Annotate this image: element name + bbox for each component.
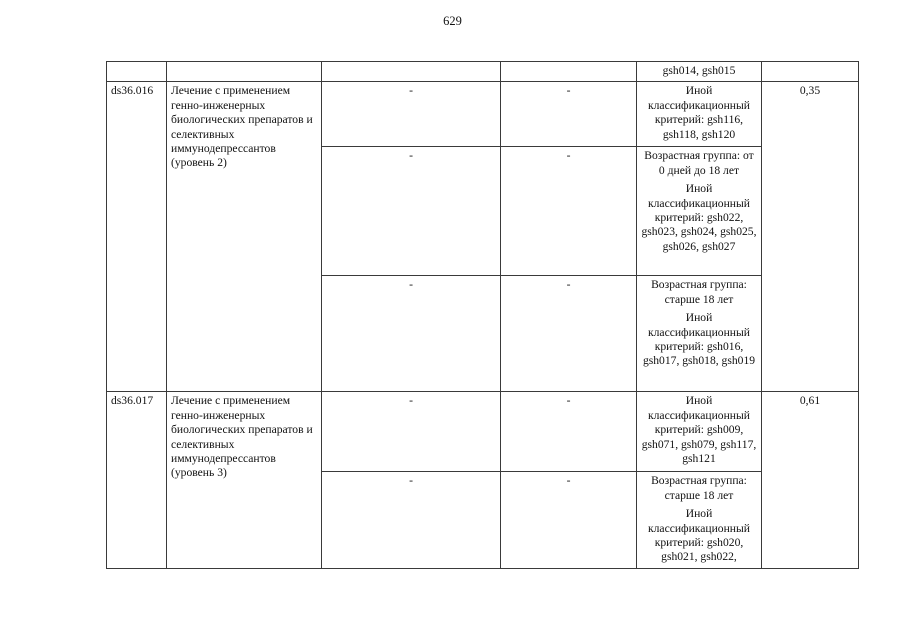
criteria-cell bbox=[637, 392, 762, 472]
coefficient: 0,61 bbox=[762, 392, 859, 568]
group-code: ds36.017 bbox=[107, 392, 167, 568]
table-cell: - bbox=[322, 82, 501, 147]
empty-cell bbox=[501, 62, 637, 82]
criteria-cell bbox=[637, 276, 762, 392]
criteria-text: Возрастная группа: старше 18 лет bbox=[651, 278, 747, 306]
table-cell: - bbox=[501, 147, 637, 276]
table-cell: - bbox=[501, 82, 637, 147]
criteria-cell bbox=[637, 147, 762, 276]
empty-cell bbox=[107, 62, 167, 82]
empty-cell bbox=[322, 62, 501, 82]
tariff-table bbox=[106, 61, 859, 569]
table-cell: - bbox=[322, 392, 501, 472]
group-name: Лечение с применением генно-инженерных биологических препаратов и селективных иммунодепрессантов (уровень 3) bbox=[167, 392, 322, 568]
criteria-cell bbox=[637, 472, 762, 568]
table-row bbox=[107, 392, 859, 472]
coefficient: 0,35 bbox=[762, 82, 859, 392]
criteria-text: Иной классификационный критерий: gsh020, gsh021, gsh022, bbox=[648, 507, 750, 564]
criteria-text: Возрастная группа: от 0 дней до 18 лет bbox=[644, 149, 754, 177]
criteria-cell bbox=[637, 62, 762, 82]
empty-cell bbox=[167, 62, 322, 82]
criteria-text: Иной классификационный критерий: gsh009, gsh071, gsh079, gsh117, gsh121 bbox=[641, 394, 757, 466]
table-cell: - bbox=[322, 147, 501, 276]
criteria-cell bbox=[637, 82, 762, 147]
table-row bbox=[107, 62, 859, 82]
criteria-text: Иной классификационный критерий: gsh022, gsh023, gsh024, gsh025, gsh026, gsh027 bbox=[641, 182, 757, 253]
criteria-text: Иной классификационный критерий: gsh116, gsh118, gsh120 bbox=[648, 84, 750, 141]
table-cell: - bbox=[501, 392, 637, 472]
group-name: Лечение с применением генно-инженерных биологических препаратов и селективных иммунодепрессантов (уровень 2) bbox=[167, 82, 322, 392]
page-number: 629 bbox=[443, 14, 462, 28]
table-cell: - bbox=[322, 472, 501, 568]
table-cell: - bbox=[322, 276, 501, 392]
criteria-text: gsh014, gsh015 bbox=[662, 64, 736, 77]
group-code: ds36.016 bbox=[107, 82, 167, 392]
table-cell: - bbox=[501, 276, 637, 392]
table-cell: - bbox=[501, 472, 637, 568]
criteria-text: Возрастная группа: старше 18 лет bbox=[651, 474, 747, 502]
empty-cell bbox=[762, 62, 859, 82]
table-row bbox=[107, 82, 859, 147]
criteria-text: Иной классификационный критерий: gsh016, gsh017, gsh018, gsh019 bbox=[642, 311, 756, 368]
